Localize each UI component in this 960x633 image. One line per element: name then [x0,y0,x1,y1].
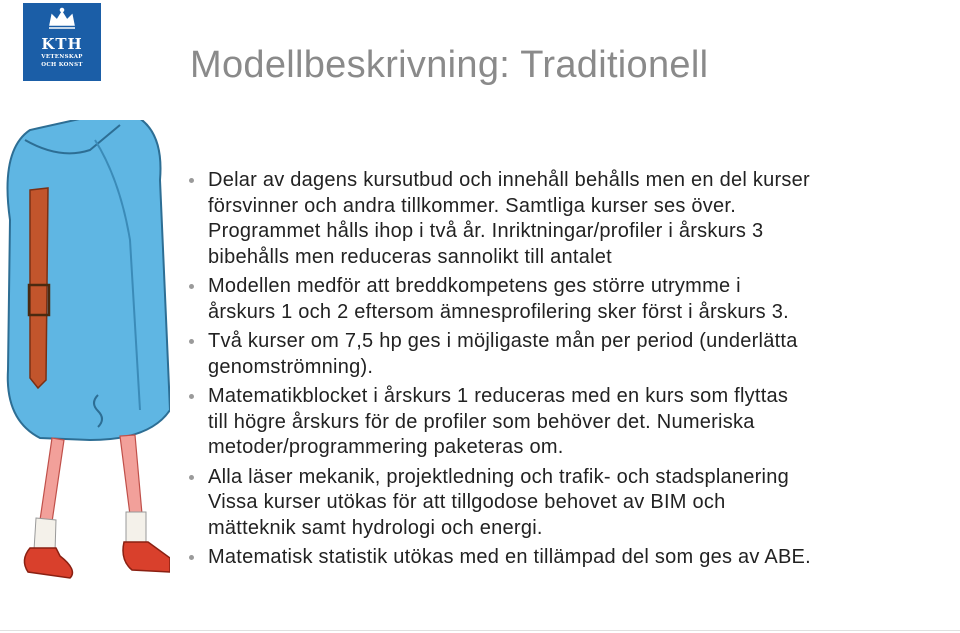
bullet-line: genomströmning). [208,355,374,378]
bullet-item [186,384,936,461]
bullet-line: Modellen medför att breddkompetens ges större utrymme i [208,275,741,297]
bullet-line: Delar av dagens kursutbud och innehåll behålls men en del kurser [208,169,810,191]
bullet-item [186,274,936,325]
bullet-line: till högre årskurs för de profiler som behöver det. Numeriska [208,410,755,433]
slide-title: Modellbeskrivning: Traditionell [190,44,709,86]
bullet-item-continuation [186,490,936,541]
bullet-line: årskurs 1 och 2 eftersom ämnesprofilering sker först i årskurs 3. [208,300,789,323]
backpack-figure-illustration [0,120,170,633]
kth-logo [23,3,101,81]
bullet-line: Vissa kurser utökas för att tillgodose behovet av BIM och [208,491,726,513]
bullet-line: metoder/programmering paketeras om. [208,436,564,458]
bullet-line: försvinner och andra tillkommer. Samtliga kurser ses över. [208,194,737,217]
bullet-item [186,168,936,270]
bullet-line: Alla läser mekanik, projektledning och trafik- och stadsplanering [208,465,789,488]
bullet-line: Matematisk statistik utökas med en tillämpad del som ges av ABE. [208,546,811,568]
bullet-item [186,329,936,380]
logo-title: KTH [41,35,83,53]
bullet-line: Programmet hålls ihop i två år. Inriktningar/profiler i årskurs 3 [208,220,764,242]
bullet-line: mätteknik samt hydrologi och energi. [208,516,543,539]
bullet-list [186,168,936,575]
bullet-item [186,545,936,571]
footer-divider [0,630,960,631]
logo-subtitle: OCH KONST [41,62,83,68]
bullet-line: bibehålls men reduceras sannolikt till antalet [208,245,612,268]
bullet-line: Matematikblocket i årskurs 1 reduceras med en kurs som flyttas [208,385,789,407]
bullet-item [186,465,936,491]
logo-subtitle: VETENSKAP [41,54,83,60]
bullet-line: Två kurser om 7,5 hp ges i möjligaste mån per period (underlätta [208,330,798,352]
